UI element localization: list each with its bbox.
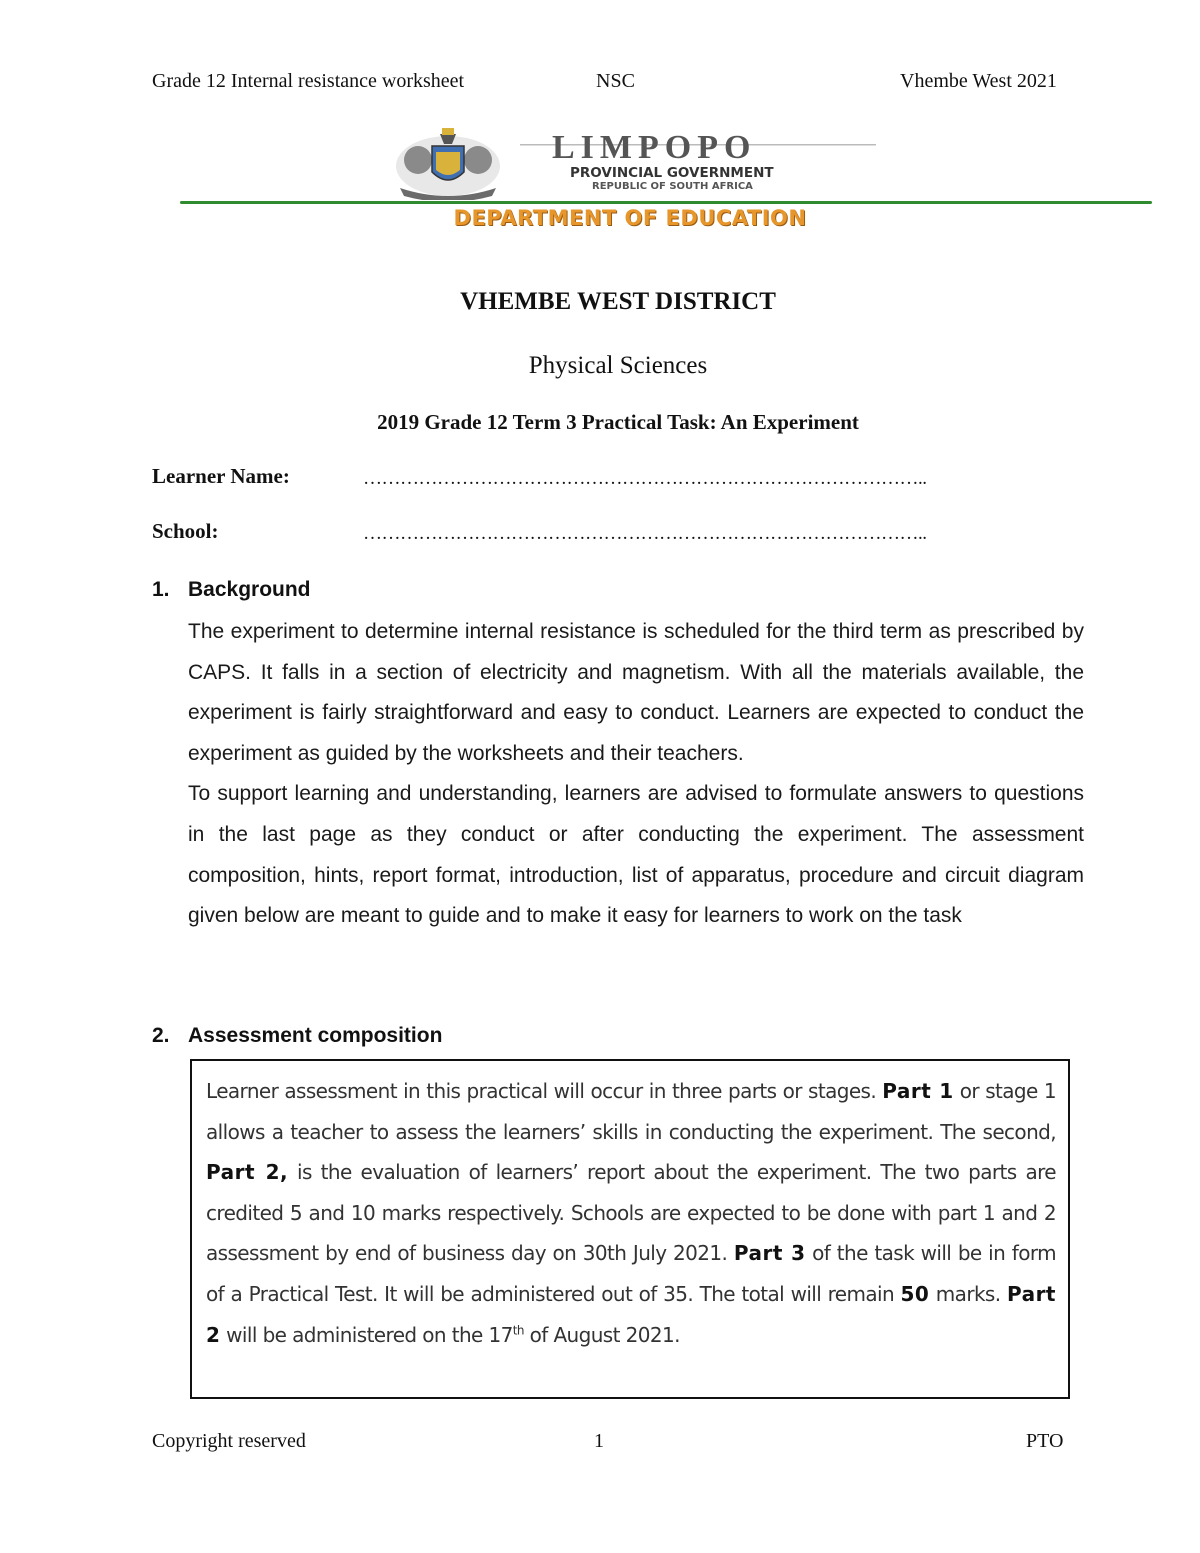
logo-line3: REPUBLIC OF SOUTH AFRICA: [592, 181, 753, 192]
background-paragraph-1: The experiment to determine internal resistance is scheduled for the third term as prescribed by CAPS. It falls in a section of electricity and magnetism. With all the materials available, the experiment is fairly straightforward and easy to conduct. Learners are expected to conduct the experiment as guided by the worksheets and their teachers.: [188, 620, 1084, 765]
page-number: 1: [594, 1430, 604, 1452]
learner-name-field[interactable]: ………………………………………………………………………………..: [363, 468, 927, 489]
background-body: [188, 612, 1084, 937]
district-title: VHEMBE WEST DISTRICT: [460, 288, 776, 315]
limpopo-logo: [380, 126, 880, 200]
header-right: Vhembe West 2021: [900, 70, 1057, 92]
learner-name-label: Learner Name:: [152, 464, 290, 488]
green-rule: [180, 201, 1152, 204]
background-paragraph-2: To support learning and understanding, learners are advised to formulate answers to questions in the last page as they conduct or after conducting the experiment. The assessment composition, hints, report format, introduction, list of apparatus, procedure and circuit diagram given below are meant to guide and to make it easy for learners to work on the task: [188, 782, 1084, 928]
department-title: DEPARTMENT OF EDUCATION: [453, 206, 807, 230]
assessment-box: [190, 1059, 1070, 1399]
task-title: 2019 Grade 12 Term 3 Practical Task: An Experiment: [377, 410, 859, 434]
section-number: 1.: [152, 578, 170, 601]
logo-line2: PROVINCIAL GOVERNMENT: [570, 165, 774, 181]
logo-name: LIMPOPO: [552, 129, 757, 166]
section-heading-background: Background: [188, 578, 311, 601]
school-field[interactable]: ………………………………………………………………………………..: [363, 523, 927, 544]
section-heading-assessment: Assessment composition: [188, 1024, 443, 1047]
school-label: School:: [152, 519, 219, 543]
footer-left: Copyright reserved: [152, 1430, 306, 1452]
assessment-text: Learner assessment in this practical will occur in three parts or stages. Part 1 or stage 1 allows a teacher to assess the learners’ skills in conducting the experiment. The second, Part 2, is the evaluation of learners’ report about the experiment. The two parts are credited 5 and 10 marks respectively. Schools are expected to be done with part 1 and 2 assessment by end of business day on 30th July 2021. Part 3 of the task will be in form of a Practical Test. It will be administered out of 35. The total will remain 50 marks. Part 2 will be administered on the 17th of August 2021.: [206, 1079, 1057, 1347]
section-number: 2.: [152, 1024, 170, 1047]
header-left: Grade 12 Internal resistance worksheet: [152, 70, 465, 92]
coat-of-arms-icon: [396, 128, 500, 200]
header-center: NSC: [596, 70, 635, 92]
footer-right: PTO: [1026, 1430, 1064, 1452]
subject-title: Physical Sciences: [528, 352, 708, 379]
